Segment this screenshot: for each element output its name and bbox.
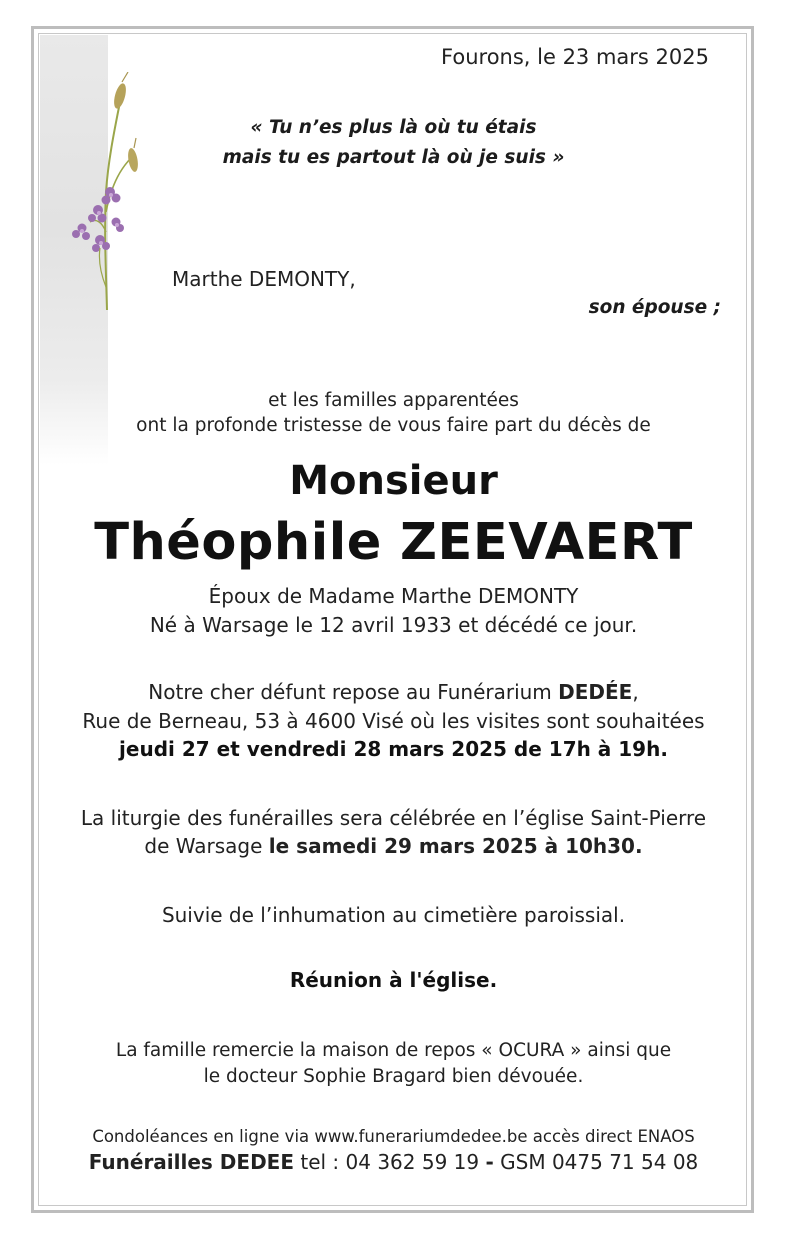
liturgy-place: de Warsage: [144, 834, 269, 858]
deceased-name: Théophile ZEEVAERT: [94, 513, 693, 572]
birth-death-line: Né à Warsage le 12 avril 1933 et décédé ce jour.: [149, 613, 638, 637]
spouse-name: Marthe DEMONTY,: [172, 267, 356, 291]
burial-line: Suivie de l’inhumation au cimetière paroissial.: [161, 903, 626, 927]
condolences-line: Condoléances en ligne via www.funerariumdedee.be accès direct ENAOS: [92, 1127, 695, 1146]
date-line: Fourons, le 23 mars 2025: [441, 45, 709, 69]
announcement-line: ont la profonde tristesse de vous faire part du décès de: [136, 415, 651, 436]
visitation-line-1: [40, 680, 747, 705]
separator-dash: -: [485, 1150, 494, 1174]
deceased-title: Monsieur: [289, 458, 498, 504]
spouse-role: son épouse ;: [588, 297, 721, 318]
liturgy-line-2: [40, 834, 747, 859]
thanks-line-2: le docteur Sophie Bragard bien dévouée.: [203, 1066, 584, 1087]
company-name: Funérailles DEDEE: [88, 1150, 294, 1174]
families-line: et les familles apparentées: [268, 390, 519, 411]
phone-number: tel : 04 362 59 19: [294, 1150, 486, 1174]
meeting-line: Réunion à l'église.: [289, 968, 498, 992]
gsm-number: GSM 0475 71 54 08: [493, 1150, 699, 1174]
quote-line-1: « Tu n’es plus là où tu étais: [250, 117, 537, 138]
visitation-comma: ,: [632, 680, 639, 704]
wildflower-illustration: [62, 72, 152, 317]
visitation-dates: jeudi 27 et vendredi 28 mars 2025 de 17h à 19h.: [119, 737, 668, 761]
quote-line-2: mais tu es partout là où je suis »: [222, 147, 565, 168]
contact-line: [40, 1150, 747, 1175]
thanks-line-1: La famille remercie la maison de repos « OCURA » ainsi que: [115, 1040, 672, 1061]
liturgy-line-1: La liturgie des funérailles sera célébrée en l’église Saint-Pierre: [80, 806, 707, 830]
spouse-line: Époux de Madame Marthe DEMONTY: [208, 584, 579, 608]
liturgy-date: le samedi 29 mars 2025 à 10h30.: [268, 834, 643, 858]
visitation-text: Notre cher défunt repose au Funérarium: [148, 680, 559, 704]
funerarium-name: DEDÉE: [558, 680, 633, 704]
visitation-line-2: Rue de Berneau, 53 à 4600 Visé où les visites sont souhaitées: [82, 709, 705, 733]
